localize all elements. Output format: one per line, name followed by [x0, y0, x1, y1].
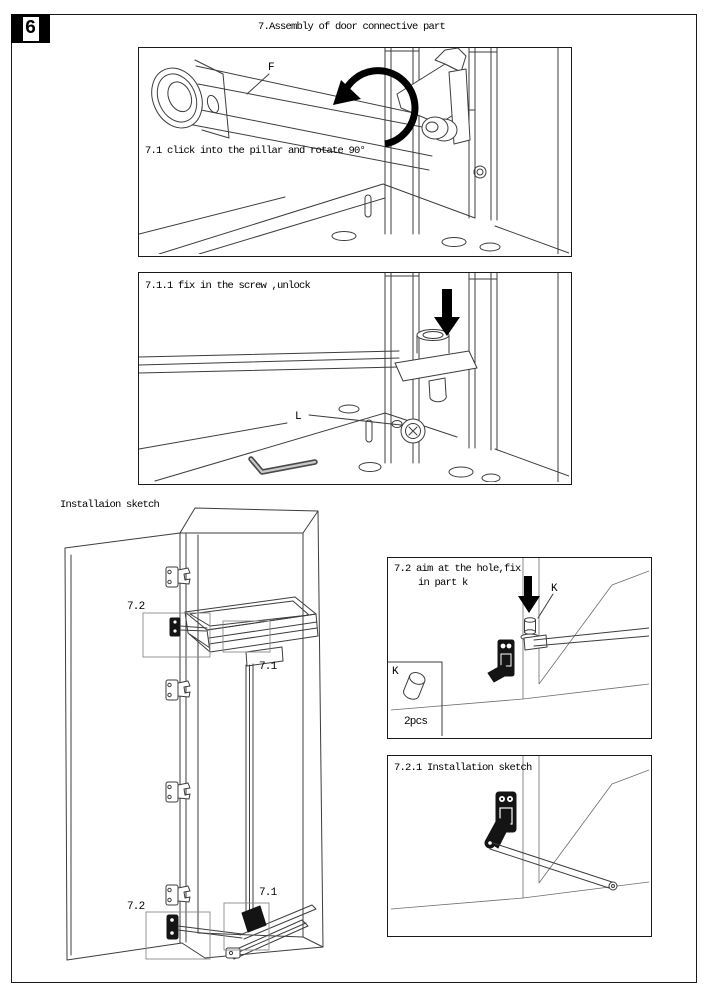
panel-step-7-2-1 [387, 755, 652, 937]
door-bracket-bottom [167, 915, 242, 939]
part-f-label: F [268, 62, 274, 74]
part-k-leader-line [538, 594, 553, 618]
drawing-fix-screw [139, 273, 569, 482]
inset-part-k-label: K [392, 666, 398, 678]
caption-step-7-2-line1: 7.2 aim at the hole,fix [394, 563, 521, 575]
cabinet-installation-sketch [50, 505, 350, 975]
label-7-2-bottom: 7.2 [127, 901, 145, 913]
panel-step-7-2 [387, 557, 652, 739]
installation-sketch-title: Installaion sketch [60, 499, 160, 511]
page-title: 7.Assembly of door connective part [258, 21, 446, 33]
caption-step-7-2-line2: in part k [418, 577, 468, 589]
label-7-2-top: 7.2 [127, 601, 145, 613]
part-f-leader-line [247, 74, 269, 94]
pillar-lines [385, 48, 558, 254]
caption-step-7-1: 7.1 click into the pillar and rotate 90° [145, 145, 366, 157]
base-plate [139, 405, 569, 482]
part-k-pin-thumbnail [402, 670, 427, 701]
page-number: 6 [22, 16, 40, 42]
down-arrow-icon [518, 576, 540, 613]
bracket-with-screw [395, 330, 477, 402]
connecting-rod [524, 628, 649, 650]
panel-step-7-1 [138, 47, 572, 257]
cabinet-door [65, 533, 182, 960]
connecting-rod [139, 351, 399, 373]
cabinet-body [180, 508, 323, 958]
door-bracket [488, 640, 514, 682]
label-7-1-top: 7.1 [259, 661, 277, 673]
pull-out-basket [185, 597, 318, 666]
connecting-rod [490, 843, 617, 890]
part-l-label: L [295, 411, 301, 423]
caption-step-7-1-1: 7.1.1 fix in the screw ,unlock [145, 280, 311, 292]
inset-quantity: 2pcs [404, 716, 428, 728]
vertical-rod [246, 664, 253, 925]
caption-step-7-2-1: 7.2.1 Installation sketch [394, 762, 532, 774]
part-l-leader-line [309, 415, 401, 425]
page-number-badge [11, 14, 50, 43]
drawing-installation-sketch [388, 756, 649, 934]
base-plate [139, 184, 569, 254]
mounted-bracket [485, 792, 516, 848]
down-arrow-icon [434, 289, 460, 336]
label-7-1-bottom: 7.1 [259, 887, 277, 899]
part-l-screw [392, 419, 425, 443]
part-k-inset [388, 662, 442, 736]
panel-step-7-1-1 [138, 272, 572, 485]
part-k-label: K [551, 583, 557, 595]
allen-key [251, 459, 315, 472]
